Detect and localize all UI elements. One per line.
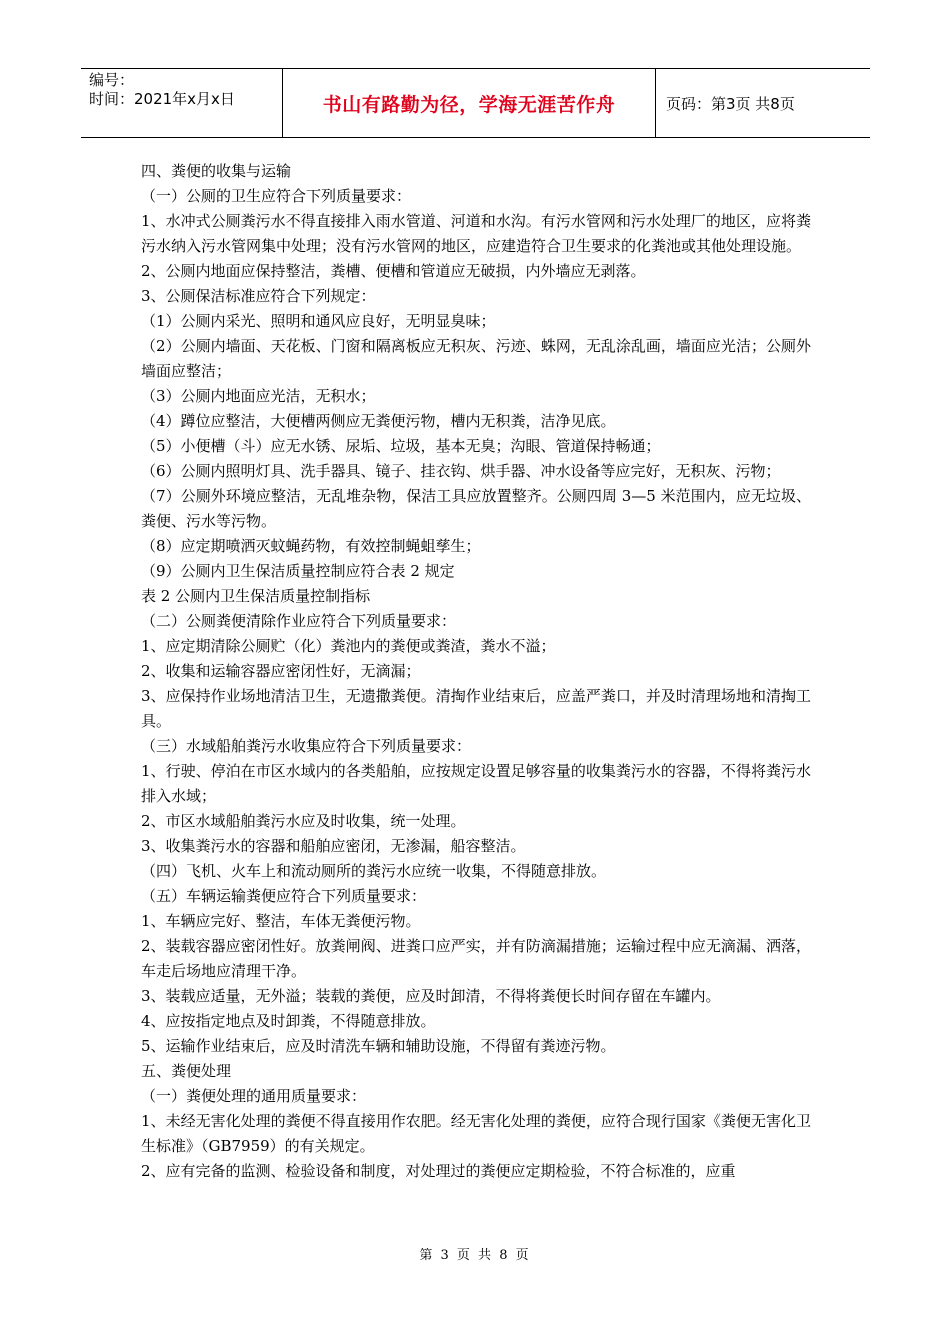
paragraph: 2、装载容器应密闭性好。放粪闸阀、进粪口应严实，并有防滴漏措施；运输过程中应无滴漏、洒落，车走后场地应清理干净。 <box>141 937 811 980</box>
header-motto: 书山有路勤为径，学海无涯苦作舟 <box>283 69 656 137</box>
paragraph: 1、未经无害化处理的粪便不得直接用作农肥。经无害化处理的粪便，应符合现行国家《粪便无害化卫生标准》（GB7959）的有关规定。 <box>141 1112 811 1155</box>
paragraph: 3、收集粪污水的容器和船舶应密闭，无渗漏，船容整洁。 <box>141 837 526 855</box>
paragraph: （8）应定期喷洒灭蚊蝇药物，有效控制蝇蛆孳生； <box>141 537 481 555</box>
paragraph: 四、粪便的收集与运输 <box>141 162 292 180</box>
paragraph: （二）公厕粪便清除作业应符合下列质量要求： <box>141 612 457 630</box>
paragraph: 1、应定期清除公厕贮（化）粪池内的粪便或粪渣，粪水不溢； <box>141 637 556 655</box>
paragraph: （6）公厕内照明灯具、洗手器具、镜子、挂衣钩、烘手器、冲水设备等应完好，无积灰、污物； <box>141 462 781 480</box>
paragraph: （4）蹲位应整洁，大便槽两侧应无粪便污物，槽内无积粪，洁净见底。 <box>141 412 616 430</box>
paragraph: 3、装载应适量，无外溢；装载的粪便，应及时卸清，不得将粪便长时间存留在车罐内。 <box>141 987 721 1005</box>
paragraph: （一）粪便处理的通用质量要求： <box>141 1087 367 1105</box>
header-page-info: 页码：第3页 共8页 <box>666 94 795 113</box>
date-label: 时间：2021年x月x日 <box>89 90 235 108</box>
paragraph: 1、水冲式公厕粪污水不得直接排入雨水管道、河道和水沟。有污水管网和污水处理厂的地区，应将粪污水纳入污水管网集中处理；没有污水管网的地区，应建造符合卫生要求的化粪池或其他处理设施。 <box>141 212 811 255</box>
paragraph: （1）公厕内采光、照明和通风应良好，无明显臭味； <box>141 312 496 330</box>
paragraph: 2、市区水域船舶粪污水应及时收集，统一处理。 <box>141 812 466 830</box>
document-body <box>141 159 811 1184</box>
paragraph: 3、应保持作业场地清洁卫生，无遗撒粪便。清掏作业结束后，应盖严粪口，并及时清理场地和清掏工具。 <box>141 687 811 730</box>
paragraph: 2、应有完备的监测、检验设备和制度，对处理过的粪便应定期检验，不符合标准的，应重 <box>141 1162 736 1180</box>
page-header <box>81 68 870 138</box>
header-meta <box>81 69 283 137</box>
paragraph: （五）车辆运输粪便应符合下列质量要求： <box>141 887 427 905</box>
paragraph: （四）飞机、火车上和流动厕所的粪污水应统一收集，不得随意排放。 <box>141 862 607 880</box>
paragraph: 1、行驶、停泊在市区水域内的各类船舶，应按规定设置足够容量的收集粪污水的容器，不得将粪污水排入水域； <box>141 762 811 805</box>
paragraph: （一）公厕的卫生应符合下列质量要求： <box>141 187 412 205</box>
paragraph: （三）水域船舶粪污水收集应符合下列质量要求： <box>141 737 472 755</box>
paragraph: （3）公厕内地面应光洁，无积水； <box>141 387 376 405</box>
page-footer: 第 3 页 共 8 页 <box>419 1248 531 1263</box>
paragraph: （9）公厕内卫生保洁质量控制应符合表 2 规定 <box>141 562 455 580</box>
paragraph: 1、车辆应完好、整洁，车体无粪便污物。 <box>141 912 421 930</box>
paragraph: （7）公厕外环境应整洁，无乱堆杂物，保洁工具应放置整齐。公厕四周 3—5 米范围内，应无垃圾、粪便、污水等污物。 <box>141 487 811 530</box>
paragraph: 表 2 公厕内卫生保洁质量控制指标 <box>141 587 371 605</box>
paragraph: 2、公厕内地面应保持整洁，粪槽、便槽和管道应无破损，内外墙应无剥落。 <box>141 262 646 280</box>
paragraph: 2、收集和运输容器应密闭性好，无滴漏； <box>141 662 421 680</box>
paragraph: （2）公厕内墙面、天花板、门窗和隔离板应无积灰、污迹、蛛网，无乱涂乱画，墙面应光洁；公厕外墙面应整洁； <box>141 337 811 380</box>
paragraph: 五、粪便处理 <box>141 1062 232 1080</box>
paragraph: 3、公厕保洁标准应符合下列规定： <box>141 287 376 305</box>
serial-label: 编号： <box>89 71 135 89</box>
paragraph: 4、应按指定地点及时卸粪，不得随意排放。 <box>141 1012 436 1030</box>
paragraph: （5）小便槽（斗）应无水锈、尿垢、垃圾，基本无臭；沟眼、管道保持畅通； <box>141 437 661 455</box>
paragraph: 5、运输作业结束后，应及时清洗车辆和辅助设施，不得留有粪迹污物。 <box>141 1037 616 1055</box>
